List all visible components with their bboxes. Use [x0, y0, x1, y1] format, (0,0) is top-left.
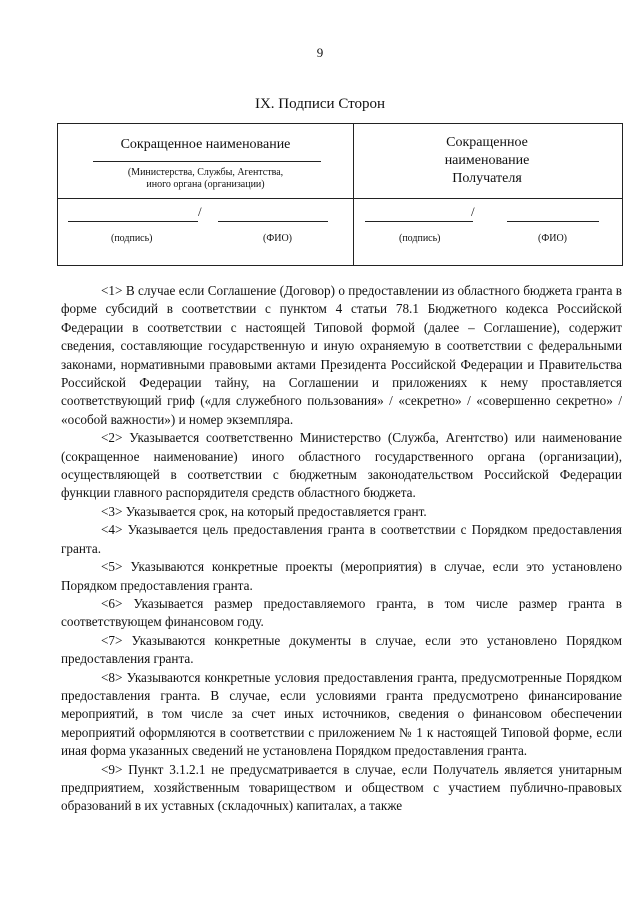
- recipient-fio-caption: (ФИО): [538, 233, 568, 244]
- page-number: 9: [316, 45, 324, 60]
- footnote-1: <1> В случае если Соглашение (Договор) о предоставлении из областного бюджета гранта в форме субсидий в соответствии с пунктом 4 статьи 78.1 Бюджетного кодекса Российской Федерации в соответствии с настоящей Типовой формой (далее – Соглашение), содержит сведения, составляющие государственную и иную охраняемую в соответствии с федеральными законами, нормативными правовыми актами Президента Российской Федерации и Правительства Российской Федерации тайну, на Соглашении и приложениях к нему проставляется соответствующий гриф («для служебного пользования» / «секретно» / «совершенно секретно» / «особой важности») и номер экземпляра.: [61, 283, 622, 427]
- recipient-slash: /: [471, 204, 475, 219]
- grantor-signature-line: [68, 221, 198, 222]
- footnote-5: <5> Указываются конкретные проекты (мероприятия) в случае, если это установлено Порядком предоставления гранта.: [61, 559, 622, 593]
- footnote-6: <6> Указывается размер предоставляемого гранта, в том числе размер гранта в соответствующем финансовом году.: [61, 595, 622, 630]
- footnote-2: <2> Указывается соответственно Министерство (Служба, Агентство) или наименование (сокращенное наименование) иного областного государственного органа (организации), осуществляющей в соответствии с бюджетным законодательством Российской Федерации функции главного распорядителя средств областного бюджета.: [61, 430, 622, 501]
- recipient-header-cell: [353, 124, 622, 199]
- grantor-fio-line: [218, 221, 328, 222]
- grantor-name-note: (Министерства, Службы, Агентства, иного органа (организации): [127, 167, 284, 190]
- footnote-3: <3> Указывается срок, на который предоставляется грант.: [101, 503, 427, 519]
- grantor-name-line: [93, 161, 321, 162]
- grantor-header-cell: [58, 124, 353, 199]
- recipient-fio-line: [507, 221, 599, 222]
- recipient-signature-caption: (подпись): [399, 233, 441, 244]
- grantor-signature-column: [58, 124, 354, 265]
- recipient-signature-column: [353, 124, 622, 265]
- signatures-table: [57, 123, 623, 266]
- recipient-heading: Сокращенное наименование Получателя: [444, 135, 530, 186]
- grantor-signature-caption: (подпись): [111, 233, 153, 244]
- grantor-heading: Сокращенное наименование: [120, 137, 291, 152]
- footnotes: [61, 282, 622, 816]
- footnote-7: <7> Указываются конкретные документы в случае, если это установлено Порядком предоставления гранта.: [61, 632, 622, 667]
- footnote-9: <9> Пункт 3.1.2.1 не предусматривается в случае, если Получатель является унитарным предприятием, хозяйственным товариществом и обществом с участием публично-правовых образований в их уставных (складочных) капиталах, а также: [61, 761, 622, 814]
- footnote-8: <8> Указываются конкретные условия предоставления гранта, предусмотренные Порядком предоставления гранта. В случае, если условиями гранта предусмотрено финансирование мероприятий, в том числе за счет иных источников, сведения о финансовом обеспечении мероприятий оформляются в соответствии с приложением № 1 к настоящей Типовой форме, если иная форма указанных сведений не установлена Порядком предоставления гранта.: [61, 669, 622, 759]
- recipient-signature-line: [365, 221, 473, 222]
- section-title: IX. Подписи Сторон: [254, 96, 386, 112]
- grantor-slash: /: [198, 204, 202, 219]
- footnote-4: <4> Указывается цель предоставления гранта в соответствии с Порядком предоставления гранта.: [61, 522, 622, 556]
- grantor-fio-caption: (ФИО): [263, 233, 293, 244]
